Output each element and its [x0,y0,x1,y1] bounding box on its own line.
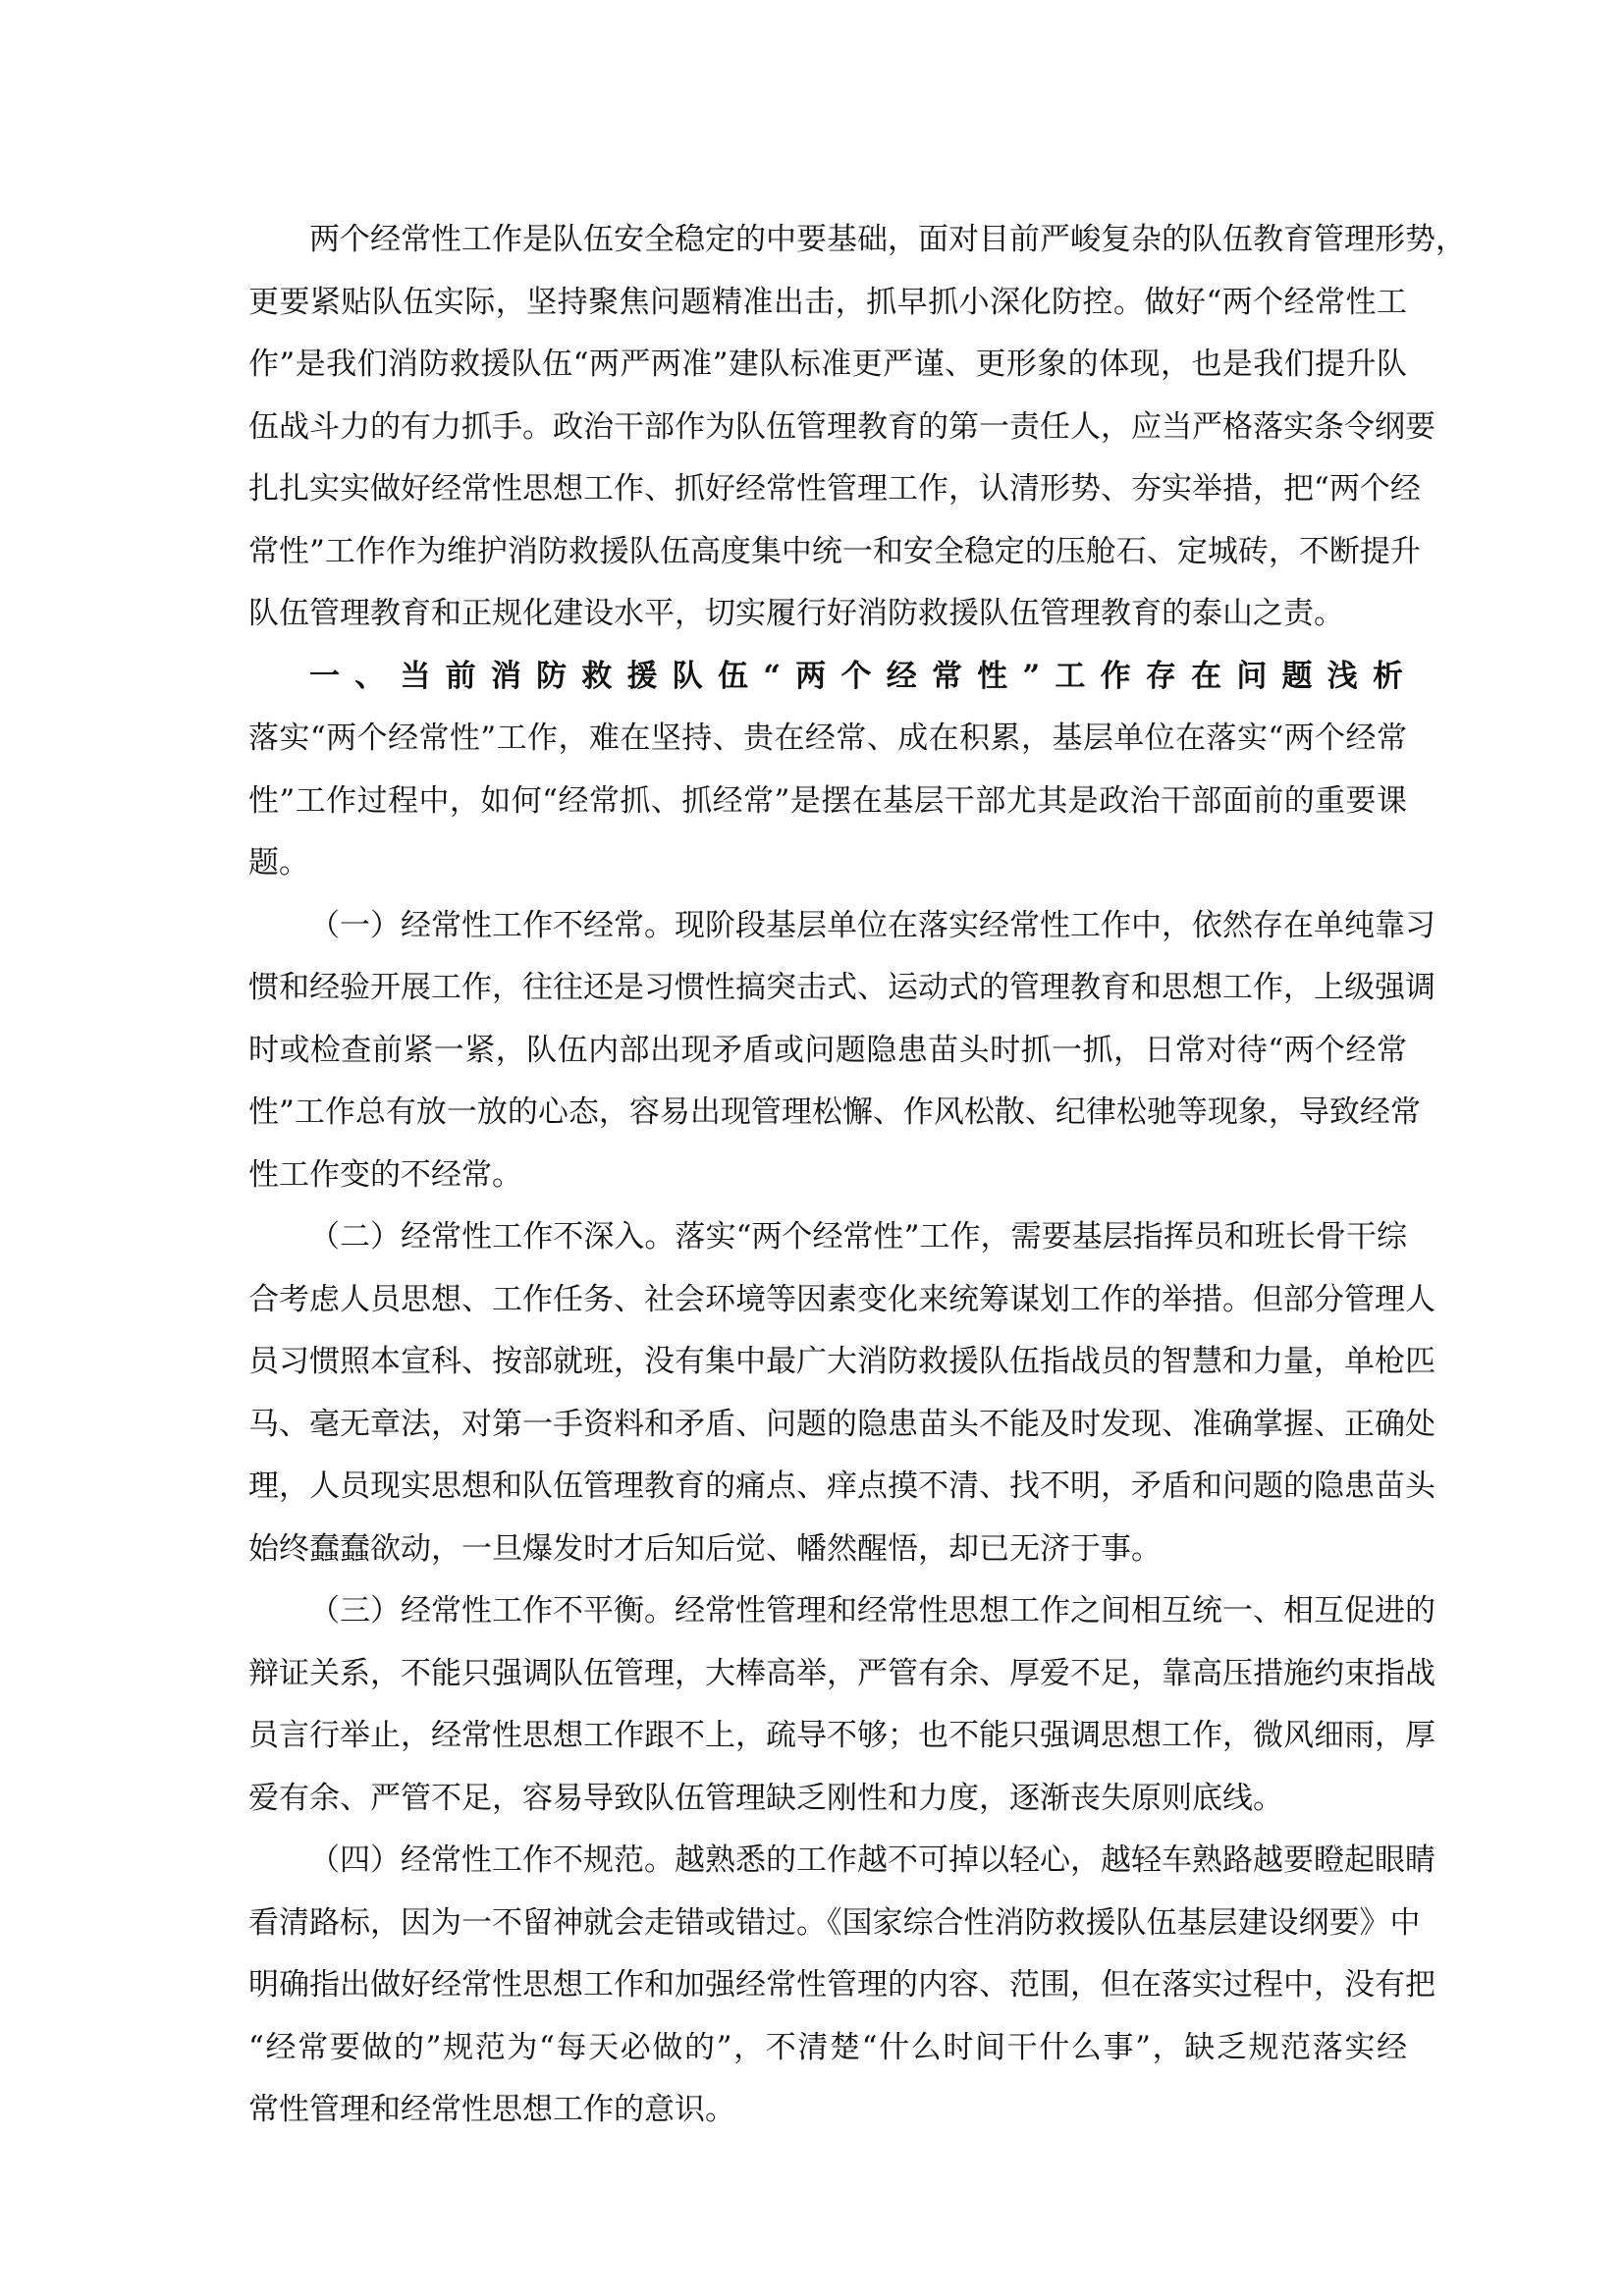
text-line: 性”工作总有放一放的心态，容易出现管理松懈、作风松散、纪律松驰等现象，导致经常 [248,1095,1421,1130]
text-line: （三）经常性工作不平衡。经常性管理和经常性思想工作之间相互统一、相互促进的 [309,1593,1435,1629]
text-line: （二）经常性工作不深入。落实“两个经常性”工作，需要基层指挥员和班长骨干综 [309,1219,1407,1255]
text-line: 伍战斗力的有力抓手。政治干部作为队伍管理教育的第一责任人，应当严格落实条令纲要 [248,408,1435,445]
text-line: 性”工作过程中，如何“经常抓、抓经常”是摆在基层干部尤其是政治干部面前的重要课 [248,782,1407,819]
text-line: 马、毫无章法，对第一手资料和矛盾、问题的隐患苗头不能及时发现、准确掌握、正确处 [248,1406,1435,1442]
body-paragraph [248,1206,1435,1580]
body-paragraph [248,708,1407,895]
text-line: 常性”工作作为维护消防救援队伍高度集中统一和安全稳定的压舱石、定城砖，不断提升 [248,533,1421,569]
text-line: 更要紧贴队伍实际，坚持聚焦问题精准出击，抓早抓小深化防控。做好“两个经常性工 [248,284,1407,320]
heading-text: 一、当前消防救援队伍“两个经常性”工作存在问题浅析 [309,658,1407,694]
body-paragraph [248,1580,1435,1830]
body-paragraph [248,1830,1435,2142]
text-line: 扎扎实实做好经常性思想工作、抓好经常性管理工作，认清形势、夯实举措，把“两个经 [248,471,1421,507]
text-line: 明确指出做好经常性思想工作和加强经常性管理的内容、范围，但在落实过程中，没有把 [248,1967,1435,2002]
body-paragraph [248,895,1435,1207]
text-line: “经常要做的”规范为“每天必做的”，不清楚“什么时间干什么事”，缺乏规范落实经 [248,2029,1407,2065]
text-line: 始终蠢蠢欲动，一旦爆发时才后知后觉、幡然醒悟，却已无济于事。 [248,1530,1162,1567]
section-heading [248,646,1407,709]
text-line: 题。 [248,845,309,881]
text-line: 员习惯照本宣科、按部就班，没有集中最广大消防救援队伍指战员的智慧和力量，单枪匹 [248,1344,1435,1379]
document-page [248,209,1466,2142]
text-line: 常性管理和经常性思想工作的意识。 [248,2092,735,2127]
text-line: 作”是我们消防救援队伍“两严两准”建队标准更严谨、更形象的体现，也是我们提升队 [248,347,1407,382]
text-line: 性工作变的不经常。 [248,1156,522,1193]
text-line: 两个经常性工作是队伍安全稳定的中要基础，面对目前严峻复杂的队伍教育管理形势， [309,222,1466,257]
text-line: 辩证关系，不能只强调队伍管理，大棒高举，严管有余、厚爱不足，靠高压措施约束指战 [248,1655,1435,1691]
text-line: （四）经常性工作不规范。越熟悉的工作越不可掉以轻心，越轻车熟路越要瞪起眼睛 [309,1842,1435,1878]
text-line: 员言行举止，经常性思想工作跟不上，疏导不够；也不能只强调思想工作，微风细雨，厚 [248,1718,1435,1753]
body-paragraph [248,209,1466,646]
text-line: 惯和经验开展工作，往往还是习惯性搞突击式、运动式的管理教育和思想工作，上级强调 [248,970,1435,1005]
text-line: 爱有余、严管不足，容易导致队伍管理缺乏刚性和力度，逐渐丧失原则底线。 [248,1780,1283,1816]
text-line: 合考虑人员思想、工作任务、社会环境等因素变化来统筹谋划工作的举措。但部分管理人 [248,1281,1435,1317]
text-line: 理，人员现实思想和队伍管理教育的痛点、痒点摸不清、找不明，矛盾和问题的隐患苗头 [248,1468,1435,1504]
text-line: （一）经常性工作不经常。现阶段基层单位在落实经常性工作中，依然存在单纯靠习 [309,907,1435,943]
text-line: 时或检查前紧一紧，队伍内部出现矛盾或问题隐患苗头时抓一抓，日常对待“两个经常 [248,1032,1407,1068]
text-line: 队伍管理教育和正规化建设水平，切实履行好消防救援队伍管理教育的泰山之责。 [248,596,1344,631]
text-line: 落实“两个经常性”工作，难在坚持、贵在经常、成在积累，基层单位在落实“两个经常 [248,721,1407,756]
text-line: 看清路标，因为一不留神就会走错或错过。《国家综合性消防救援队伍基层建设纲要》中 [248,1904,1421,1941]
